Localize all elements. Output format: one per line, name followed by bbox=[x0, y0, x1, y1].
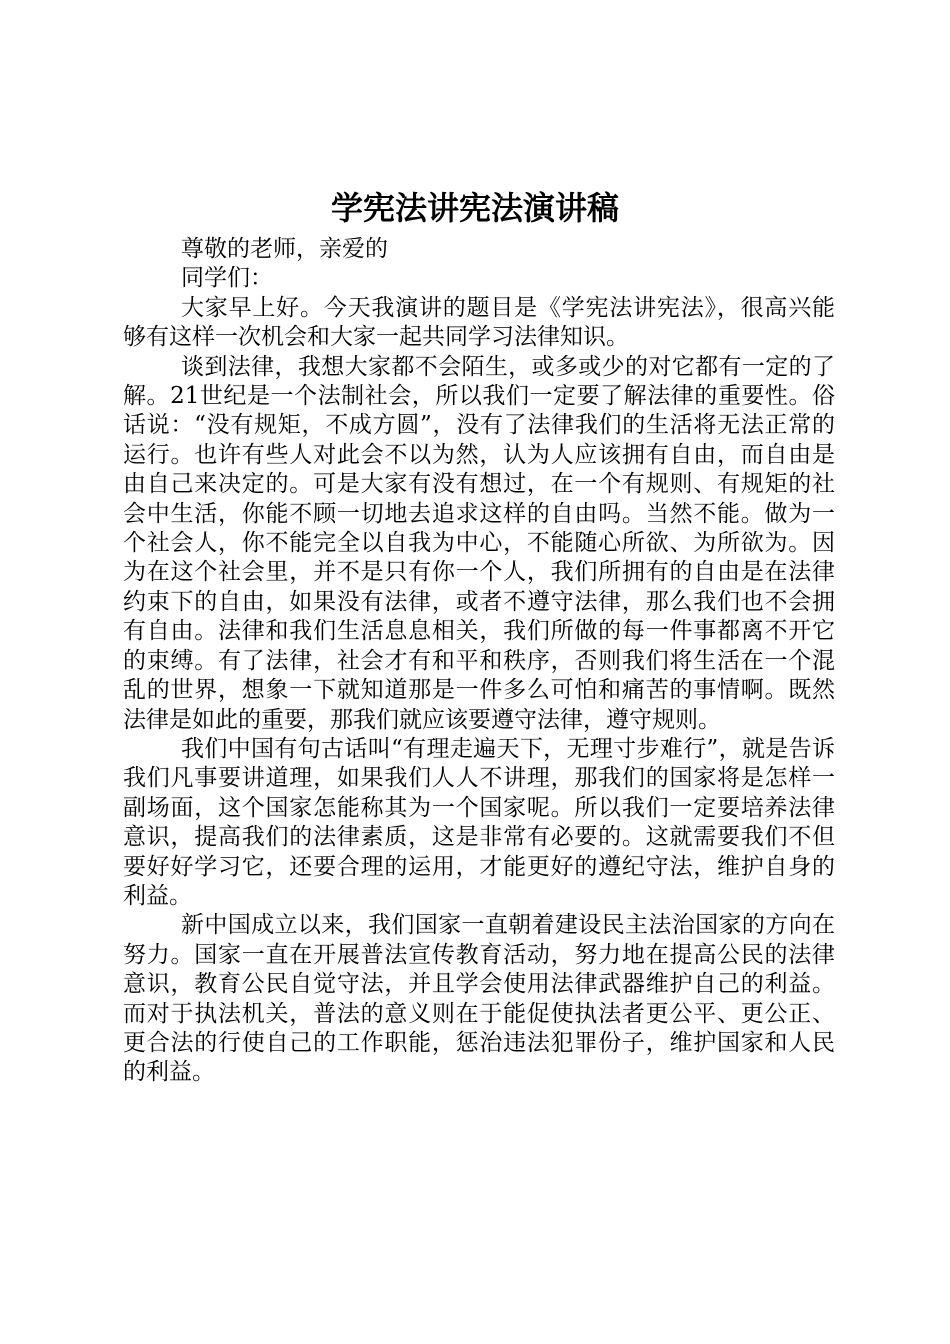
paragraph-salutation: 尊敬的老师，亲爱的 bbox=[181, 236, 388, 262]
paragraph-proverb: 我们中国有句古话叫“有理走遍天下，无理寸步难行”，就是告诉我们凡事要讲道理，如果我们人人不讲理，那我们的国家将是怎样一副场面，这个国家怎能称其为一个国家呢。所以我们一定要培养法律意识，提高我们的法律素质，这是非常有必要的。这就需要我们不但要好好学习它，还要合理的运用，才能更好的遵纪守法，维护自身的利益。 bbox=[123, 735, 835, 909]
paragraph-law-importance: 谈到法律，我想大家都不会陌生，或多或少的对它都有一定的了解。21世纪是一个法制社会，所以我们一定要了解法律的重要性。俗话说：“没有规矩，不成方圆”，没有了法律我们的生活将无法正常的运行。也许有些人对此会不以为然，认为人应该拥有自由，而自由是由自己来决定的。可是大家有没有想过，在一个有规则、有规矩的社会中生活，你能不顾一切地去追求这样的自由吗。当然不能。做为一个社会人，你不能完全以自我为中心，不能随心所欲、为所欲为。因为在这个社会里，并不是只有你一个人，我们所拥有的自由是在法律约束下的自由，如果没有法律，或者不遵守法律，那么我们也不会拥有自由。法律和我们生活息息相关，我们所做的每一件事都离不开它的束缚。有了法律，社会才有和平和秩序，否则我们将生活在一个混乱的世界，想象一下就知道那是一件多么可怕和痛苦的事情啊。既然法律是如此的重要，那我们就应该要遵守法律，遵守规则。 bbox=[123, 353, 835, 733]
paragraph-greeting: 大家早上好。今天我演讲的题目是《学宪法讲宪法》，很高兴能够有这样一次机会和大家一起共同学习法律知识。 bbox=[123, 294, 835, 351]
paragraph-salutation-cont: 同学们： bbox=[181, 265, 273, 292]
paragraph-rule-of-law: 新中国成立以来，我们国家一直朝着建设民主法治国家的方向在努力。国家一直在开展普法宣传教育活动，努力地在提高公民的法律意识，教育公民自觉守法，并且学会使用法律武器维护自己的利益。而对于执法机关，普法的意义则在于能促使执法者更公平、更公正、更合法的行使自己的工作职能，惩治违法犯罪份子，维护国家和人民的利益。 bbox=[123, 912, 835, 1086]
document-title: 学宪法讲宪法演讲稿 bbox=[330, 189, 619, 227]
document-body bbox=[123, 235, 835, 1088]
